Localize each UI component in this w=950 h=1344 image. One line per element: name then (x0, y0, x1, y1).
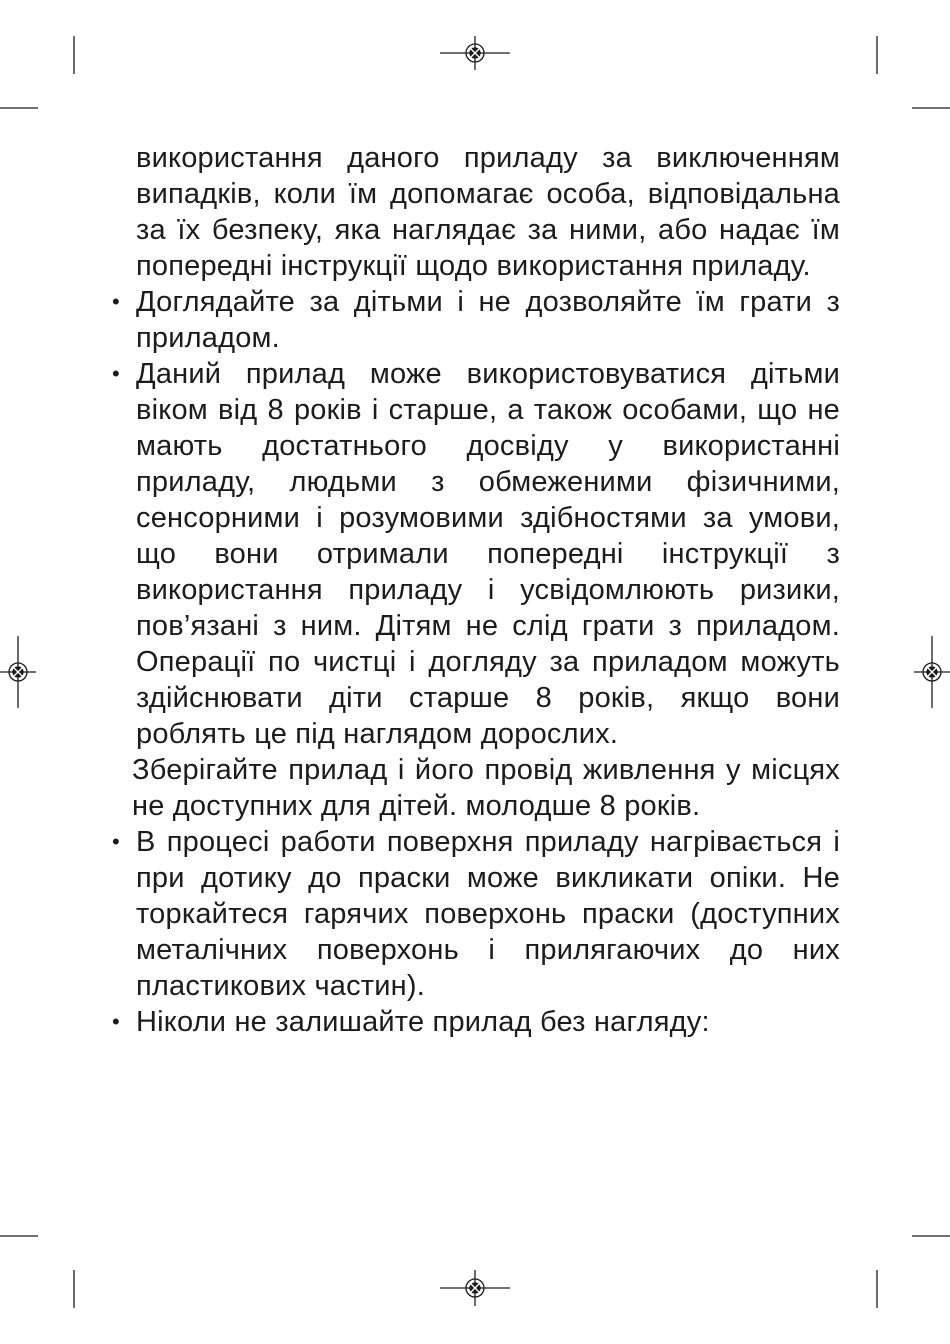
instructions-text (110, 140, 840, 1040)
bullet: • (112, 829, 120, 854)
registration-mark-top-icon (440, 36, 510, 70)
list-item (110, 284, 840, 356)
bullet: • (112, 1009, 120, 1034)
list-item (110, 824, 840, 1004)
bullet: • (112, 289, 120, 314)
registration-mark-bottom-icon (440, 1270, 510, 1306)
list-item (110, 356, 840, 752)
list-item-text: Ніколи не залишайте прилад без нагляду: (136, 1006, 710, 1038)
lead-paragraph: використання даного приладу за виключенням випадків, коли їм допомагає особа, відповідальна за їх безпеку, яка наглядає за ними, або надає їм попередні інструкції щодо використання приладу. (136, 142, 840, 282)
registration-mark-left-icon (0, 636, 36, 708)
storage-paragraph: Зберігайте прилад і його провід живлення у місцях не доступних для дітей. молодше 8 років. (132, 754, 840, 822)
list-item-text: Доглядайте за дітьми і не дозволяйте їм грати з приладом. (136, 286, 840, 354)
bullet: • (112, 361, 120, 386)
list-item-text: В процесі работи поверхня приладу нагрівається і при дотику до праски може викликати опіки. Не торкайтеся гарячих поверхонь праски (доступних металічних поверхонь і прилягаючих до них пластикових частин). (136, 826, 840, 1002)
list-item-text: Даний прилад може використовуватися дітьми віком від 8 років і старше, а також особами, що не мають достатнього досвіду у використанні приладу, людьми з обмеженими фізичними, сенсорними і розумовими здібностями за умови, що вони отримали попередні інструкції з використання приладу і усвідомлюють ризики, пов’язані з ним. Дітям не слід грати з приладом. Операції по чистці і догляду за приладом можуть здійснювати діти старше 8 років, якщо вони роблять це під наглядом дорослих. (136, 358, 840, 750)
list-item (110, 1004, 840, 1040)
registration-mark-right-icon (914, 636, 950, 708)
